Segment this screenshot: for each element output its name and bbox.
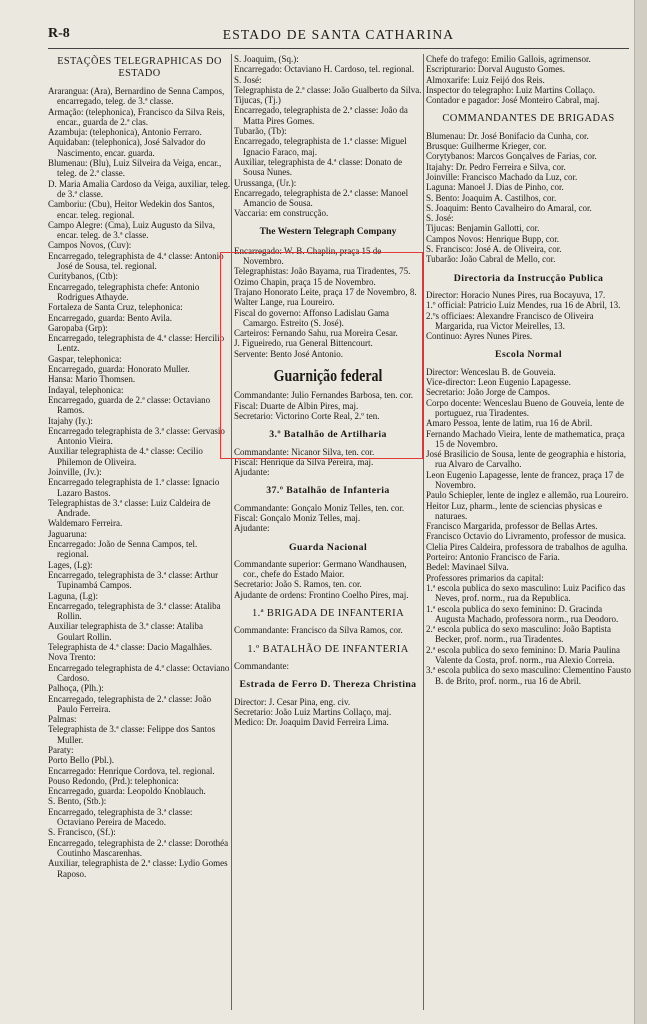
infantaria-title: 37.º Batalhão de Infanteria [266,485,390,497]
entry-line: Encarregado, telegraphista de 2.ª classe: Manoel Amancio de Sousa. [234,187,409,209]
entry-line: Encarregado, telegraphista de 2.ª classe: João Paulo Ferreira. [48,693,212,714]
instrucao-publica-title: Directoria da Instrucção Publica [453,272,604,284]
entry-line: Camboriu: (Cbu), Heitor Wedekin dos Santos, encar. teleg. regional. [48,199,215,220]
stations-continued-list [234,54,422,219]
entry-line: Inspector do telegrapho: Luiz Martins Collaço. [426,84,595,95]
entry-line: Laguna: Manoel J. Dias de Pinho, cor. [426,182,564,193]
running-head: ESTADO DE SANTA CATHARINA [222,27,455,42]
entry-line: Encarregado, telegraphista de 4.ª classe: Hercilio Lentz. [48,333,225,354]
entry-line: Commandante superior: Germano Wandhausen, cor., chefe do Estado Maior. [234,558,407,580]
entry-line: Encarregado telegraphista de 3.ª classe: Gervasio Antonio Vieira. [48,425,225,447]
page-edge [634,0,647,1024]
western-telegraph-list [234,246,422,359]
entry-line: Encarregado: W. B. Chaplin, praça 15 de Novembro. [234,245,382,267]
entry-line: S. José: [426,213,454,224]
entry-line: Paulo Schiepler, lente de inglez e allemão, rua Loureiro. [426,490,629,501]
brigada-title: 1.ª BRIGADA DE INFANTERIA [251,608,405,620]
entry-line: Encarregado telegraphista de 1.ª classe: Ignacio Lazaro Bastos. [48,477,220,498]
entry-line: Telegraphistas de 3.ª classe: Luiz Caldeira de Andrade. [48,497,211,519]
entry-line: Commandante: Gonçalo Moniz Telles, ten. cor. [234,502,405,513]
entry-line: Porteiro: Antonio Francisco de Faria. [426,552,560,563]
entry-line: Chefe do trafego: Emilio Gallois, agrimensor. [426,54,591,64]
entry-line: Secretario: João S. Ramos, ten. cor. [234,579,362,590]
entry-line: Secretario: João Jorge de Campos. [426,387,551,398]
entry-line: Ajudante: [234,467,270,478]
column-divider-1 [231,54,232,1010]
column-3 [426,54,631,1010]
guarda-nacional-title: Guarda Nacional [288,541,368,553]
entry-line: Telegraphista de 3.ª classe: Felippe dos Santos Muller. [48,724,216,745]
entry-line: S. Joaquim, (Sq.): [234,54,299,64]
entry-line: 1.ª escola publica do sexo masculino: Luiz Pacifico das Neves, prof. norm., rua da Republica. [426,582,626,604]
entry-line: Director: J. Cesar Pina, eng. civ. [234,696,351,707]
entry-line: Servente: Bento José Antonio. [234,348,343,359]
column-2 [234,54,422,1010]
page-header [48,20,629,49]
estrada-continued-list [426,54,631,105]
entry-line: Nova Trento: [48,652,96,663]
entry-line: Francisco Octavio do Livramento, professor de musica. [426,531,626,542]
entry-line: Bedel: Mavinael Silva. [426,562,509,573]
artilharia-list [234,447,422,478]
entry-line: Azambuja: (telephonica), Antonio Ferraro. [48,127,202,138]
entry-line: Campo Alegre: (Cma), Luiz Augusto da Silva, encar. teleg. de 3.ª classe. [48,219,215,241]
entry-line: Indayal, telephonica: [48,384,124,395]
entry-line: Encarregado, guarda de 2.ª classe: Octaviano Ramos. [48,394,211,416]
entry-line: Telegraphista de 2.ª classe: João Gualberto da Silva. [234,84,422,95]
escola-normal-title: Escola Normal [495,349,562,361]
entry-line: Encarregado, guarda: Leopoldo Knoblauch. [48,786,206,797]
entry-line: 1.ª escola publica do sexo feminino: D. Gracinda Augusta Machado, professora norm., rua Deodoro. [426,603,619,624]
entry-line: 1.º official: Patricio Luiz Mendes, rua 16 de Abril, 13. [426,300,621,311]
entry-line: Ararangua: (Ara), Bernardino de Senna Campos, encarregado, teleg. de 3.ª classe. [48,86,225,107]
entry-line: Fiscal: Duarte de Albin Pires, maj. [234,400,359,411]
escola-normal-list [426,367,631,686]
entry-line: Palmas: [48,714,77,725]
entry-line: 3.ª escola publica do sexo masculino: Clementino Fausto B. de Brito, prof. norm., rua 16 de Abril. [426,665,631,686]
entry-line: Aquidaban: (telephonica), José Salvador do Nascimento, encar. guarda. [48,137,206,158]
entry-line: Encarregado, guarda: Honorato Muller. [48,364,190,375]
entry-line: Encarregado, guarda: Bento Avila. [48,312,173,323]
entry-line: Contador e pagador: José Monteiro Cabral, maj. [426,95,600,106]
entry-line: Vaccaria: em construcção. [234,208,329,219]
guarda-nacional-list [234,559,422,600]
commandantes-brigadas-list [426,131,631,265]
batalhao-title: 1.º BATALHÃO DE INFANTERIA [247,643,409,655]
entry-line: José Brasilicio de Sousa, lente de geographia e historia, rua Alvaro de Carvalho. [426,449,626,470]
page-number: R-8 [48,26,70,41]
brigada-list [234,625,422,635]
infantaria-list [234,503,422,534]
entry-line: Fernando Machado Vieira, lente de mathematica, praça 15 de Novembro. [426,428,625,449]
entry-line: Walter Lange, rua Loureiro. [234,297,335,308]
entry-line: Tijucas: Benjamin Gallotti, cor. [426,223,540,234]
entry-line: Secretario: Victorino Corte Real, 2.º ten. [234,410,380,421]
entry-line: Jaguaruna: [48,528,87,539]
entry-line: Encarregado, telegraphista de 3.ª classe: Octaviano Pereira de Macedo. [48,806,193,828]
entry-line: Waldemaro Ferreira. [48,518,123,529]
estrada-ferro-list [234,697,422,728]
entry-line: Auxiliar telegraphista de 4.ª classe: Cecilio Philemon de Oliveira. [48,446,203,467]
entry-line: Campos Novos, (Cuv): [48,240,132,251]
entry-line: Gaspar, telephonica: [48,353,122,364]
western-telegraph-title: The Western Telegraph Company [259,226,397,237]
entry-line: Encarregado, telegraphista de 2.ª classe: Dorothéa Coutinho Mascarenhas. [48,837,229,858]
entry-line: Auxiliar, telegraphista de 4.ª classe: Donato de Sousa Nunes. [234,156,403,178]
entry-line: Encarregado: Henrique Cordova, tel. regional. [48,765,215,776]
entry-line: Tubarão: João Cabral de Mello, cor. [426,254,556,265]
entry-line: 2.ª escola publica do sexo feminino: D. Maria Paulina Valente da Costa, prof. norm., rua Alexio Correia. [426,644,620,666]
entry-line: Urussanga, (Ur.): [234,177,297,188]
entry-line: Encarregado, telegraphista de 4.ª classe: Antonio José de Sousa, tel. regional. [48,250,224,272]
entry-line: J. Figueiredo, rua General Bittencourt. [234,338,373,349]
entry-line: 2.ºs officiaes: Alexandre Francisco de Oliveira Margarida, rua Victor Meirelles, 13. [426,310,594,331]
entry-line: Secretario: João Luiz Martins Collaço, maj. [234,706,392,717]
entry-line: Trajano Honorato Leite, praça 17 de Novembro, 8. [234,286,417,297]
entry-line: Curitybanos, (Ctb): [48,271,118,282]
entry-line: Escripturario: Dorval Augusto Gomes. [426,64,565,75]
entry-line: Medico: Dr. Joaquim David Ferreira Lima. [234,717,389,728]
entry-line: Amaro Pessoa, lente de latim, rua 16 de Abril. [426,418,593,429]
entry-line: S. José: [234,74,262,85]
entry-line: Auxiliar telegraphista de 3.ª classe: Ataliba Goulart Rollin. [48,621,203,642]
estacoes-title: ESTAÇÕES TELEGRAPHICAS DO ESTADO [57,56,222,79]
guarnicao-list [234,390,422,421]
entry-line: Encarregado, telegraphista de 3.ª classe: Arthur Tupinambá Campos. [48,569,219,591]
entry-line: Clelia Pires Caldeira, professora de trabalhos de agulha. [426,541,628,552]
entry-line: Fiscal: Henrique da Silva Pereira, maj. [234,456,374,467]
entry-line: Ajudante de ordens: Frontino Coelho Pires, maj. [234,589,409,600]
entry-line: 2.ª escola publica do sexo masculino: João Baptista Becker, prof. norm., rua Tiradentes. [426,624,611,645]
commandantes-brigadas-title: COMMANDANTES DE BRIGADAS [442,113,615,125]
entry-line: Auxiliar, telegraphista de 2.ª classe: Lydio Gomes Raposo. [48,858,228,879]
entry-line: Encarregado, telegraphista de 3.ª classe: Ataliba Rollin. [48,600,221,622]
entry-line: Brusque: Guilherme Krieger, cor. [426,141,547,152]
entry-line: Paraty: [48,745,74,755]
entry-line: Garopaba (Grp): [48,322,108,333]
artilharia-title: 3.º Batalhão de Artilharia [269,429,387,441]
entry-line: Blumenau: Dr. José Bonifacio da Cunha, cor. [426,130,589,141]
entry-line: Joinville, (Jv.): [48,466,102,477]
entry-line: Encarregado, telegraphista de 2.ª classe: João da Matta Pires Gomes. [234,105,408,126]
entry-line: Hansa: Mario Thomsen. [48,374,136,385]
entry-line: Campos Novos: Henrique Bupp, cor. [426,233,559,244]
entry-line: S. Bento: Joaquim A. Castilhos, cor. [426,192,557,203]
batalhao-list [234,661,422,671]
entry-line: Fiscal: Gonçalo Moniz Telles, maj. [234,512,361,523]
entry-line: Encarregado: Octaviano H. Cardoso, tel. regional. [234,64,415,75]
entry-line: D. Maria Amalia Cardoso da Veiga, auxiliar, teleg. de 3.ª classe. [48,178,231,199]
entry-line: Itajahy: Dr. Pedro Ferreira e Silva, cor. [426,161,566,172]
entry-line: Commandante: Julio Fernandes Barbosa, ten. cor. [234,390,413,401]
entry-line: Director: Wenceslau B. de Gouveia. [426,366,556,377]
entry-line: Francisco Margarida, professor de Bellas Artes. [426,521,598,532]
entry-line: Commandante: Nicanor Silva, ten. cor. [234,446,375,457]
entry-line: S. Francisco: José A. de Oliveira, cor. [426,244,562,255]
estacoes-list [48,86,231,879]
entry-line: Pouso Redondo, (Prd.): telephonica: [48,775,179,786]
entry-line: Almoxarife: Luiz Feijó dos Reis. [426,74,545,85]
entry-line: Porto Bello (Pbl.). [48,755,115,766]
entry-line: Vice-director: Leon Eugenio Lapagesse. [426,377,571,388]
guarnicao-title: Guarnição federal [273,366,383,386]
entry-line: Continuo: Ayres Nunes Pires. [426,331,533,342]
entry-line: Leon Eugenio Lapagesse, lente de francez, praça 17 de Novembro. [426,469,624,490]
entry-line: Fiscal do governo: Affonso Ladislau Gama Camargo. Estreito (S. José). [234,307,390,328]
entry-line: Carteiros: Fernando Sahu, rua Moreira Cesar. [234,328,398,339]
entry-line: Telegraphista de 4.ª classe: Dacio Magalhães. [48,642,213,653]
entry-line: Encarregado telegraphista de 4.ª classe: Octaviano Cardoso. [48,662,230,683]
entry-line: Commandante: [234,660,289,671]
column-divider-2 [423,54,424,1010]
entry-line: Ajudante: [234,523,270,534]
instrucao-publica-list [426,290,631,341]
entry-line: Tijucas, (Tj.) [234,95,281,106]
entry-line: Ozimo Chapin, praça 15 de Novembro. [234,276,376,287]
estrada-ferro-title: Estrada de Ferro D. Thereza Christina [239,679,417,691]
entry-line: Encarregado, telegraphista de 1.ª classe: Miguel Ignacio Faraco, maj. [234,136,407,157]
entry-line: Professores primarios da capital: [426,572,544,583]
entry-line: Encarregado: João de Senna Campos, tel. regional. [48,539,198,560]
entry-line: Blumenau: (Blu), Luiz Silveira da Veiga, encar., teleg. de 2.ª classe. [48,158,222,179]
entry-line: Itajahy (Iy.): [48,415,93,426]
entry-line: Encarregado, telegraphista chefe: Antonio Rodrigues Athayde. [48,281,200,302]
entry-line: Corpo docente: Wenceslau Bueno de Gouveia, lente de portuguez, rua Tiradentes. [426,397,625,418]
entry-line: Tubarão, (Tb): [234,126,287,137]
entry-line: Laguna, (Lg): [48,590,98,601]
entry-line: S. Francisco, (Sf.): [48,827,116,838]
entry-line: Corytybanos: Marcos Gonçalves de Farias, cor. [426,151,597,162]
entry-line: Heitor Luz, pharm., lente de sciencias physicas e naturaes. [426,500,602,521]
entry-line: S. Joaquim: Bento Cavalheiro do Amaral, cor. [426,202,592,213]
entry-line: Joinville: Francisco Machado da Luz, cor. [426,171,578,182]
entry-line: Armação: (telephonica), Francisco da Silva Reis, encar., guarda de 2.ª clas. [48,106,225,127]
entry-line: Director: Horacio Nunes Pires, rua Bocayuva, 17. [426,289,606,300]
entry-line: Fortaleza de Santa Cruz, telephonica: [48,302,183,313]
entry-line: Lages, (Lg): [48,559,93,570]
entry-line: Commandante: Francisco da Silva Ramos, cor. [234,625,403,636]
column-1 [48,54,231,1010]
entry-line: Telegraphistas: João Bayama, rua Tiradentes, 75. [234,266,411,277]
entry-line: S. Bento, (Stb.): [48,796,107,807]
entry-line: Palhoça, (Plh.): [48,683,104,694]
